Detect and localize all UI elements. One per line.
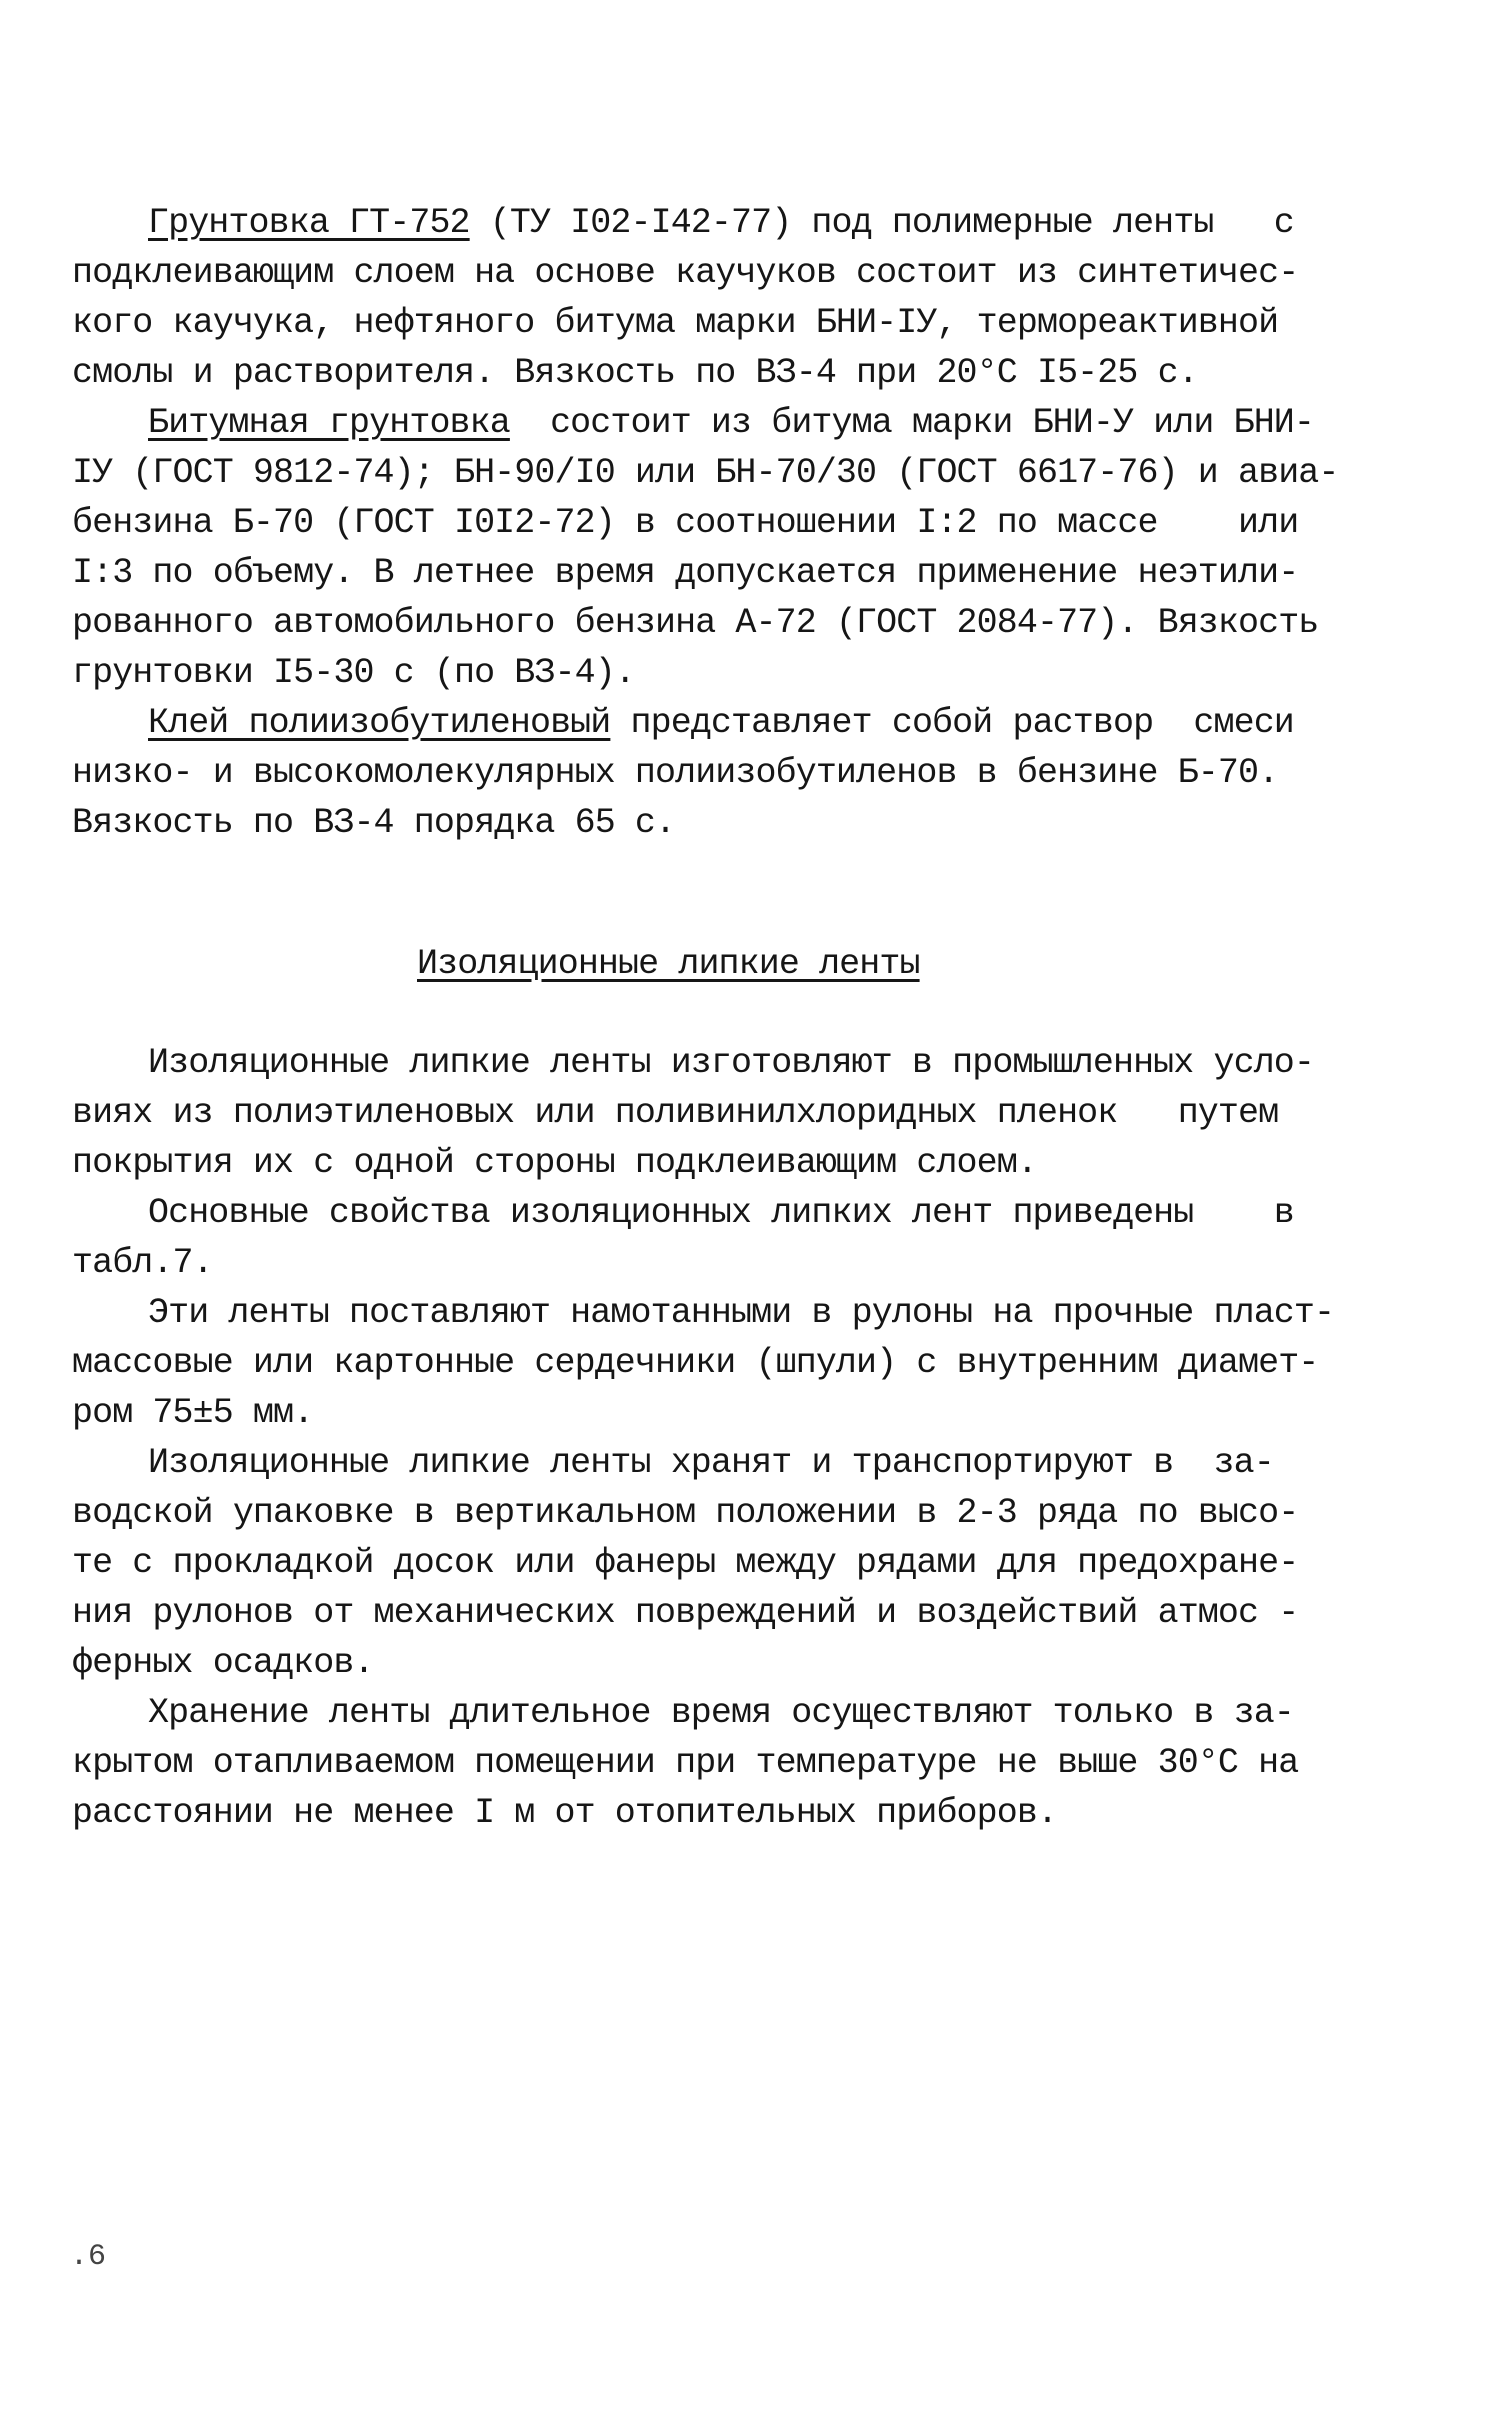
text-line: бензина Б-70 (ГОСТ I0I2-72) в соотношении I:2 по массе или: [72, 503, 1299, 543]
text-line: покрытия их с одной стороны подклеивающим слоем.: [72, 1143, 1037, 1183]
text-line: табл.7.: [72, 1243, 213, 1283]
text-line: виях из полиэтиленовых или поливинилхлоридных пленок путем: [72, 1093, 1279, 1133]
text-line: подклеивающим слоем на основе каучуков состоит из синтетичес-: [72, 253, 1299, 293]
text-line: Грунтовка ГТ-752 (ТУ I02-I42-77) под полимерные ленты с: [148, 203, 1294, 243]
text-line: Изоляционные липкие ленты изготовляют в промышленных усло-: [148, 1043, 1314, 1083]
section-heading: Изоляционные липкие ленты: [417, 944, 920, 984]
text-line: Изоляционные липкие ленты хранят и транспортируют в за-: [148, 1443, 1274, 1483]
text-line: Хранение ленты длительное время осуществляют только в за-: [148, 1693, 1294, 1733]
text-line: Основные свойства изоляционных липких лент приведены в: [148, 1193, 1294, 1233]
text-line: водской упаковке в вертикальном положении в 2-3 ряда по высо-: [72, 1493, 1299, 1533]
text-line: рованного автомобильного бензина А-72 (ГОСТ 2084-77). Вязкость: [72, 603, 1319, 643]
text-line: расстоянии не менее I м от отопительных приборов.: [72, 1793, 1058, 1833]
text-line: грунтовки I5-30 с (по ВЗ-4).: [72, 653, 635, 693]
text-line: ферных осадков.: [72, 1643, 374, 1683]
text-line: ния рулонов от механических повреждений и воздействий атмос -: [72, 1593, 1299, 1633]
term-polyisobutylene-glue: Клей полиизобутиленовый: [148, 703, 611, 743]
text-line: IУ (ГОСТ 9812-74); БН-90/I0 или БН-70/30 (ГОСТ 6617-76) и авиа-: [72, 453, 1339, 493]
text-line: ром 75±5 мм.: [72, 1393, 314, 1433]
text-line: Вязкость по ВЗ-4 порядка 65 с.: [72, 803, 676, 843]
term-primer-gt752: Грунтовка ГТ-752: [148, 203, 470, 243]
text-line: кого каучука, нефтяного битума марки БНИ-IУ, термореактивной: [72, 303, 1279, 343]
text-line: смолы и растворителя. Вязкость по ВЗ-4 при 20°С I5-25 с.: [72, 353, 1198, 393]
term-bitumen-primer: Битумная грунтовка: [148, 403, 510, 443]
text-line: массовые или картонные сердечники (шпули) с внутренним диамет-: [72, 1343, 1319, 1383]
text-line: крытом отапливаемом помещении при температуре не выше 30°С на: [72, 1743, 1299, 1783]
page-number: .6: [70, 2240, 107, 2274]
text-line: Эти ленты поставляют намотанными в рулоны на прочные плаcт-: [148, 1293, 1335, 1333]
text-line: Битумная грунтовка состоит из битума марки БНИ-У или БНИ-: [148, 403, 1315, 443]
text-line: I:3 по объему. В летнее время допускается применение неэтили-: [72, 553, 1299, 593]
text-line: Клей полиизобутиленовый представляет собой раствор смеси: [148, 703, 1294, 743]
text-line: низко- и высокомолекулярных полиизобутиленов в бензине Б-70.: [72, 753, 1279, 793]
text-line: те с прокладкой досок или фанеры между рядами для предохране-: [72, 1543, 1299, 1583]
